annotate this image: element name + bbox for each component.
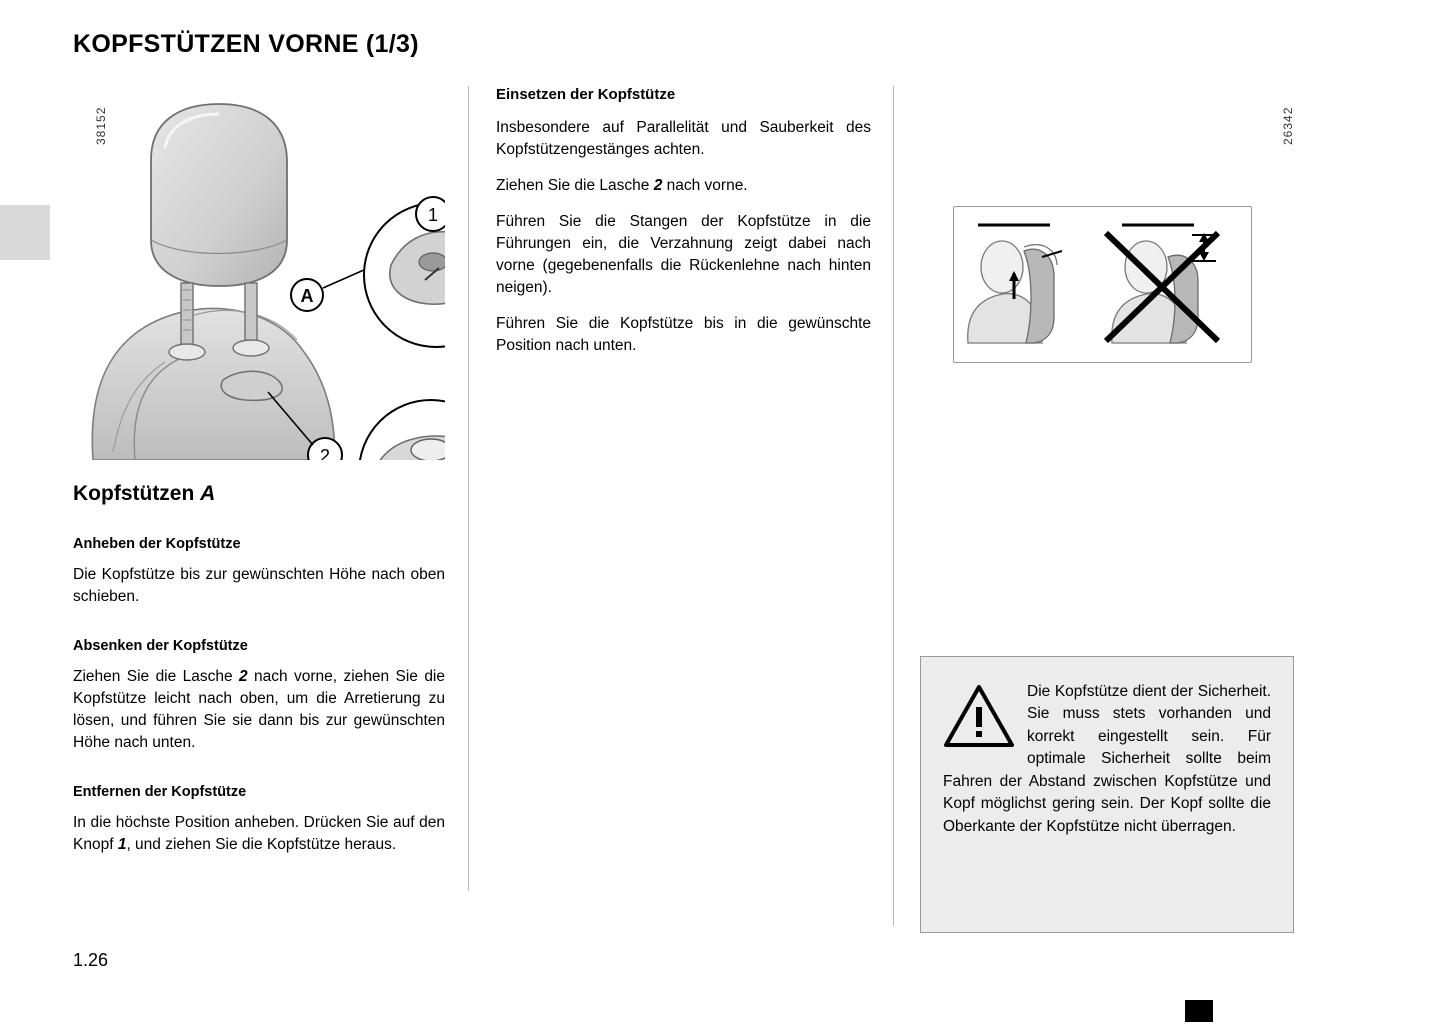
paragraph-insert-4: Führen Sie die Kopfstütze bis in die gewünschte Position nach unten. — [496, 315, 871, 354]
section-heading-text: Kopfstützen — [73, 482, 201, 505]
section-heading-marker: A — [200, 482, 216, 505]
paragraph-remove-marker: 1 — [117, 836, 127, 853]
column-middle — [496, 86, 871, 357]
figure-code-right: 26342 — [1281, 106, 1295, 145]
svg-text:1: 1 — [427, 205, 439, 225]
figure-code-left: 38152 — [94, 106, 108, 145]
paragraph-raise: Die Kopfstütze bis zur gewünschten Höhe nach oben schieben. — [73, 566, 445, 605]
paragraph-lower-marker: 2 — [239, 668, 248, 685]
paragraph-insert-3: Führen Sie die Stangen der Kopfstütze in die Führungen ein, die Verzahnung zeigt dabei nach vorne (gegebenenfalls die Rückenlehne nach hinten neigen). — [496, 213, 871, 296]
paragraph-insert-2-marker: 2 — [653, 177, 663, 194]
subheading-insert: Einsetzen der Kopfstütze — [496, 86, 676, 103]
paragraph-lower-part2: nach vorne, ziehen Sie die Kopfstütze leicht nach oben, um die Arretierung zu lösen, und führen Sie sie dann bis zur gewünschten Höhe nach unten. — [73, 668, 445, 751]
section-heading-headrests — [73, 482, 445, 506]
column-separator-2 — [893, 86, 894, 926]
paragraph-remove-part1: In die höchste Position anheben. Drücken Sie auf den Knopf — [73, 814, 445, 853]
paragraph-remove-part2: , und ziehen Sie die Kopfstütze heraus. — [126, 836, 397, 853]
safety-warning-box — [920, 656, 1294, 933]
svg-text:A: A — [300, 286, 314, 306]
subheading-raise: Anheben der Kopfstütze — [73, 536, 241, 552]
subheading-remove: Entfernen der Kopfstütze — [73, 784, 247, 800]
page-edge-marker — [1185, 1000, 1213, 1022]
column-left — [73, 90, 445, 856]
page-title: KOPFSTÜTZEN VORNE (1/3) — [73, 30, 419, 58]
paragraph-insert-1: Insbesondere auf Parallelität und Sauberkeit des Kopfstützengestänges achten. — [496, 119, 871, 158]
paragraph-insert-2-part1: Ziehen Sie die Lasche — [496, 177, 654, 194]
chapter-edge-tab — [0, 205, 50, 260]
column-separator-1 — [468, 86, 469, 891]
paragraph-lower-part1: Ziehen Sie die Lasche — [73, 668, 239, 685]
headrest-illustration — [73, 90, 445, 460]
warning-triangle-icon — [943, 683, 1015, 749]
page-number: 1.26 — [73, 950, 109, 970]
safety-warning-text: Die Kopfstütze dient der Sicherheit. Sie muss stets vorhanden und korrekt eingestellt sein. Für optimale Sicherheit sollte beim Fahren der Abstand zwischen Kopfstütze und Kopf möglichst gering sein. Der Kopf sollte die Oberkante der Kopfstütze nicht überragen. — [943, 683, 1271, 835]
subheading-lower: Absenken der Kopfstütze — [73, 638, 248, 654]
seat-position-illustration — [953, 206, 1252, 363]
paragraph-insert-2 — [496, 175, 871, 197]
paragraph-insert-2-part2: nach vorne. — [662, 177, 748, 194]
paragraph-remove — [73, 812, 445, 856]
paragraph-lower — [73, 666, 445, 754]
svg-text:2: 2 — [319, 446, 331, 460]
